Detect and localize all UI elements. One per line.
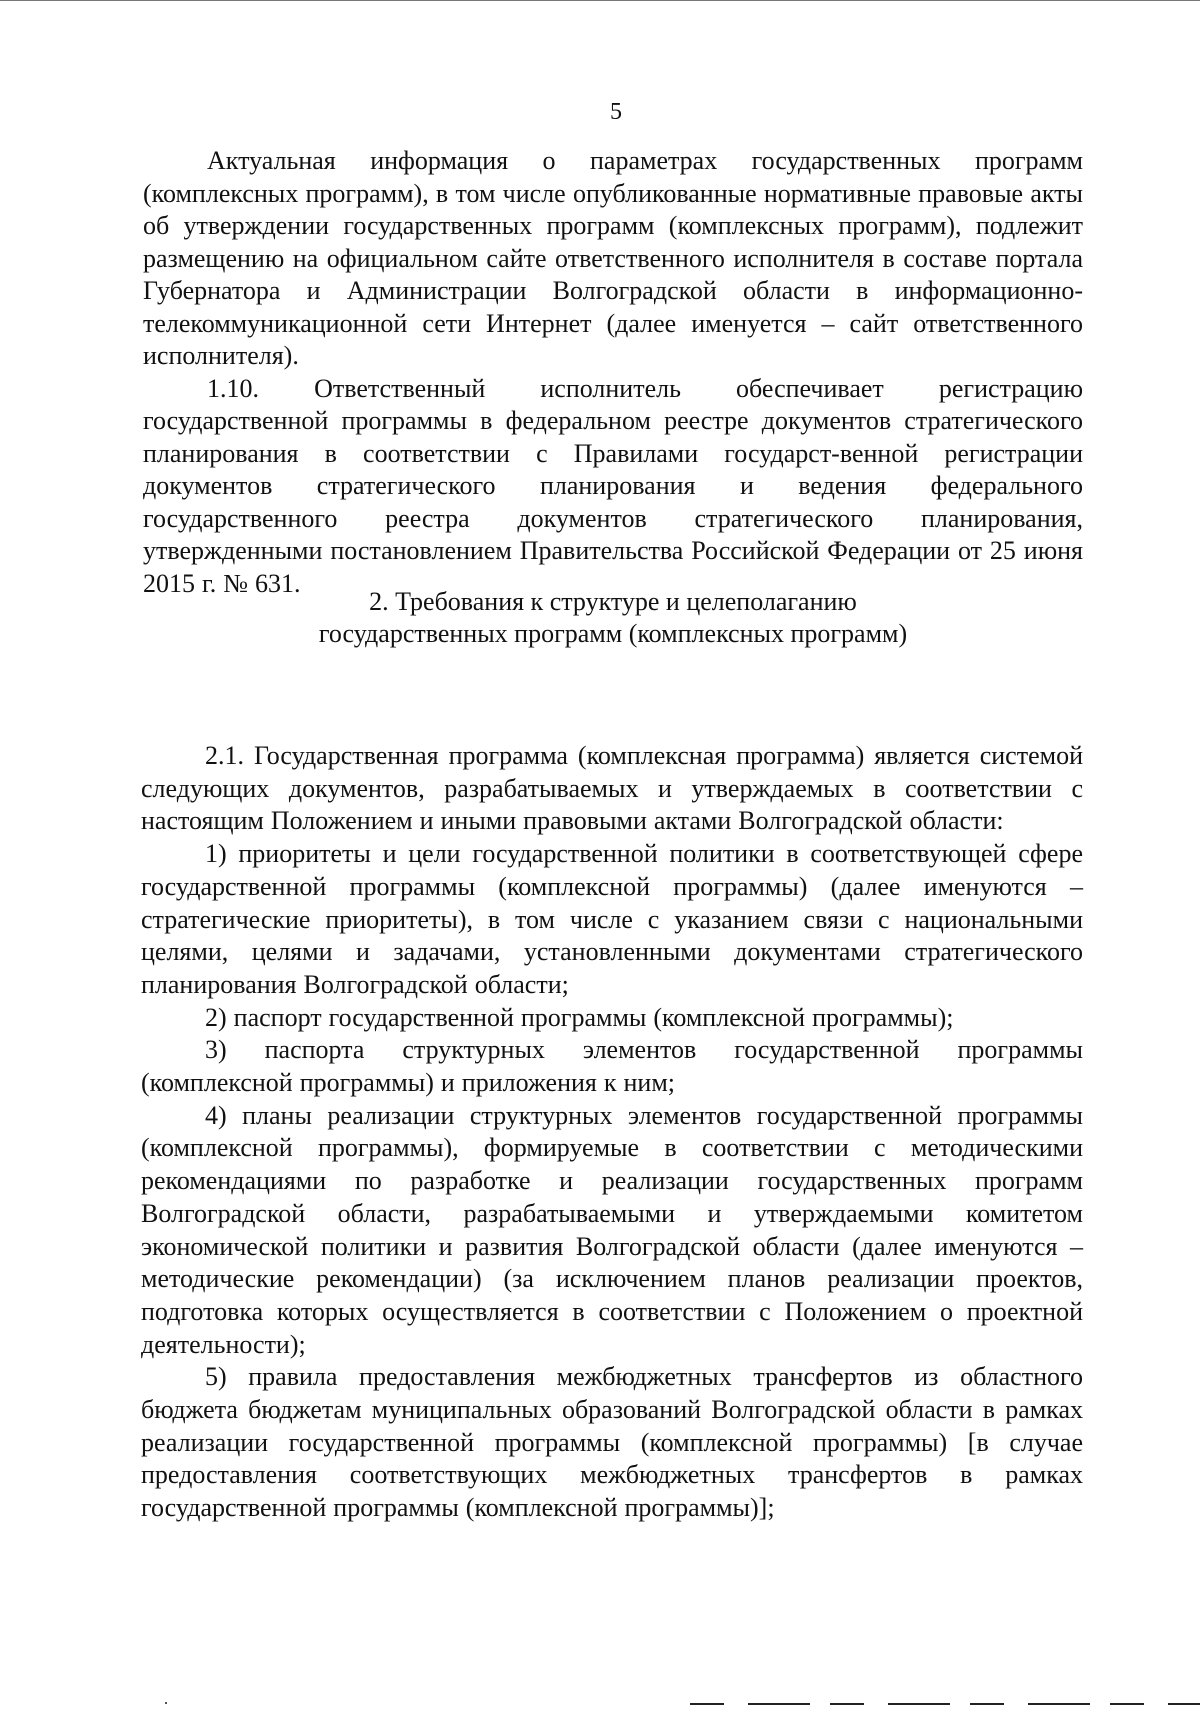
paragraph-2-1: 2.1. Государственная программа (комплексная программа) является системой следующих документов, разрабатываемых и утверждаемых в соответствии с настоящим Положением и иными правовыми актами Волгоградской области: — [141, 741, 1083, 836]
section-heading-line-1: 2. Требования к структуре и целеполаганию — [369, 587, 857, 616]
paragraph-1-10: 1.10. Ответственный исполнитель обеспечивает регистрацию государственной программы в федеральном реестре документов стратегического планирования в соответствии с Правилами государст-венной регистрации документов стратегического планирования и ведения федерального государственного реестра документов стратегического планирования, утвержденными постановлением Правительства Российской Федерации от 25 июня 2015 г. № 631. — [143, 373, 1083, 598]
scan-top-border — [0, 0, 1200, 1]
section-heading-line-2: государственных программ (комплексных программ) — [318, 619, 908, 648]
list-item-5: 5) правила предоставления межбюджетных трансфертов из областного бюджета бюджетам муниципальных образований Волгоградской области в рамках реализации государственной программы (комплексной программы) [в случае предоставления соответствующих межбюджетных трансфертов в рамках государственной программы (комплексной программы)]; — [141, 1362, 1083, 1523]
section-heading — [143, 586, 1083, 650]
paragraph-program-info: Актуальная информация о параметрах государственных программ (комплексных программ), в том числе опубликованные нормативные правовые акты об утверждении государственных программ (комплексных программ), подлежит размещению на официальном сайте ответственного исполнителя в составе портала Губернатора и Администрации Волгоградской области в информационно-телекоммуникационной сети Интернет (далее именуется – сайт ответственного исполнителя). — [143, 146, 1083, 370]
list-item-3: 3) паспорта структурных элементов государственной программы (комплексной программы) и приложения к ним; — [141, 1035, 1083, 1098]
scan-artifact-lines — [690, 1703, 1200, 1705]
intro-text-block — [143, 145, 1083, 600]
page-number: 5 — [610, 99, 622, 125]
list-item-1: 1) приоритеты и цели государственной политики в соответствующей сфере государственной программы (комплексной программы) (далее именуются – стратегические приоритеты), в том числе с указанием связи с национальными целями, целями и задачами, установленными документами стратегического планирования Волгоградской области; — [141, 839, 1083, 999]
list-item-4: 4) планы реализации структурных элементов государственной программы (комплексной программы), формируемые в соответствии с методическими рекомендациями по разработке и реализации государственных программ Волгоградской области, разрабатываемыми и утверждаемыми комитетом экономической политики и развития Волгоградской области (далее именуются – методические рекомендации) (за исключением планов реализации проектов, подготовка которых осуществляется в соответствии с Положением о проектной деятельности); — [141, 1100, 1083, 1359]
list-item-2: 2) паспорт государственной программы (комплексной программы); — [205, 1002, 954, 1032]
section-2-text-block — [141, 740, 1083, 1525]
scan-artifact-dot — [165, 1702, 167, 1704]
